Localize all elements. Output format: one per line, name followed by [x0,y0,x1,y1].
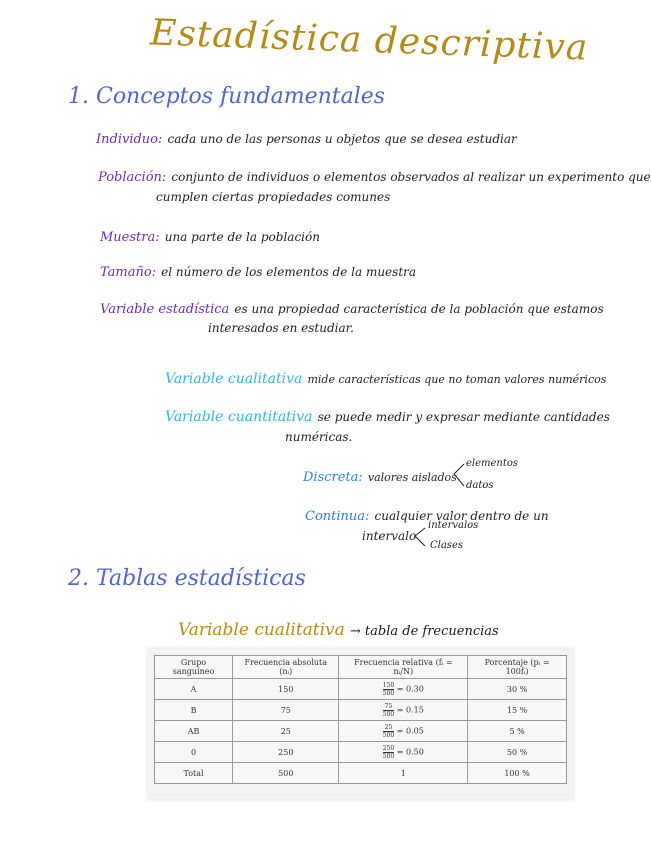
concept-continua [305,505,549,524]
continua-branch-clases: Clases [430,540,463,551]
table-row [155,700,567,721]
concept-cuantitativa [165,406,610,425]
term-individuo: Individuo: [96,132,163,147]
cell-pct-total: 100 % [468,763,567,784]
header-frecuencia-relativa [339,656,468,679]
fraction-denominator: 500 [382,689,395,697]
term-continua: Continua: [305,509,370,524]
fraction-numerator: 250 [382,744,395,752]
table-row [155,679,567,700]
def-muestra: una parte de la población [164,230,320,244]
cell-pct: 15 % [468,700,567,721]
cell-pct: 30 % [468,679,567,700]
concept-discreta [303,466,457,485]
frequency-table [154,655,567,784]
header-frecuencia-relativa-formula: (fᵢ = nᵢ/N) [393,658,453,676]
fraction-numerator: 75 [384,702,393,710]
fraction-denominator: 500 [382,710,395,718]
cell-grupo: B [155,700,233,721]
table-row [155,721,567,742]
cell-grupo-total: Total [155,763,233,784]
fraction-numerator: 25 [384,723,393,731]
concept-variable-estadistica [100,298,604,317]
cell-rel-value: = 0.15 [396,705,424,714]
term-poblacion: Población: [98,170,167,185]
continua-branch-brace [413,526,427,550]
cell-abs: 75 [233,700,339,721]
section-heading-conceptos: 1. Conceptos fundamentales [68,84,386,109]
discreta-branch-brace [452,462,466,490]
cell-grupo: AB [155,721,233,742]
concept-poblacion [98,166,651,185]
cell-rel-total: 1 [339,763,468,784]
page-title: Estadística descriptiva [149,12,589,69]
def-tamano: el número de los elementos de la muestra [161,265,417,279]
frequency-table-image [148,649,573,799]
cell-pct: 5 % [468,721,567,742]
table-total-row [155,763,567,784]
fraction [383,724,394,739]
cell-abs: 150 [233,679,339,700]
subtitle-term: Variable cualitativa [178,620,345,640]
def-cualitativa: mide características que no toman valores numéricos [307,373,607,386]
term-cualitativa: Variable cualitativa [165,371,303,387]
cell-pct: 50 % [468,742,567,763]
term-discreta: Discreta: [303,470,363,485]
fraction-numerator: 150 [382,681,395,689]
def-continua: cualquier valor dentro de un [374,509,549,523]
def-variable-estadistica: es una propiedad característica de la población que estamos [234,302,604,316]
fraction-denominator: 500 [382,731,395,739]
cell-abs: 250 [233,742,339,763]
def-individuo: cada uno de las personas u objetos que se desea estudiar [167,132,517,146]
term-tamano: Tamaño: [100,265,157,280]
table-subtitle [178,620,499,640]
discreta-branch-datos: datos [466,480,494,491]
cell-rel-value: = 0.05 [396,726,424,735]
term-muestra: Muestra: [100,230,160,245]
def-cuantitativa: se puede medir y expresar mediante cantidades [317,410,610,424]
cell-rel-value: = 0.30 [396,684,424,693]
table-header-row [155,656,567,679]
cell-abs-total: 500 [233,763,339,784]
cell-grupo: A [155,679,233,700]
fraction [383,682,394,697]
section-heading-tablas: 2. Tablas estadísticas [68,566,306,591]
cell-rel [339,700,468,721]
def-continua-cont: intervalo [362,529,417,543]
cell-rel-value: = 0.50 [396,747,424,756]
term-cuantitativa: Variable cuantitativa [165,409,313,425]
fraction [383,703,394,718]
def-discreta: valores aislados [367,471,457,484]
subtitle-rest: → tabla de frecuencias [349,624,499,639]
cell-rel [339,742,468,763]
def-cuantitativa-cont: numéricas. [285,430,353,444]
table-row [155,742,567,763]
term-variable-estadistica: Variable estadística [100,302,230,317]
concept-muestra [100,226,320,245]
cell-rel [339,679,468,700]
def-variable-estadistica-cont: interesados en estudiar. [208,321,354,335]
header-frecuencia-relativa-label: Frecuencia relativa [354,658,434,667]
concept-cualitativa [165,368,606,387]
cell-abs: 25 [233,721,339,742]
header-frecuencia-absoluta: Frecuencia absoluta (nᵢ) [233,656,339,679]
discreta-branch-elementos: elementos [466,458,519,469]
header-grupo: Grupo sanguíneo [155,656,233,679]
header-porcentaje: Porcentaje (pᵢ = 100fᵢ) [468,656,567,679]
fraction [383,745,394,760]
cell-grupo: 0 [155,742,233,763]
fraction-denominator: 500 [382,752,395,760]
def-poblacion-cont: cumplen ciertas propiedades comunes [156,190,391,204]
concept-tamano [100,261,416,280]
def-poblacion: conjunto de individuos o elementos observados al realizar un experimento que [171,170,651,184]
continua-branch-intervalos: intervalos [428,520,479,531]
concept-individuo [96,128,517,147]
cell-rel [339,721,468,742]
